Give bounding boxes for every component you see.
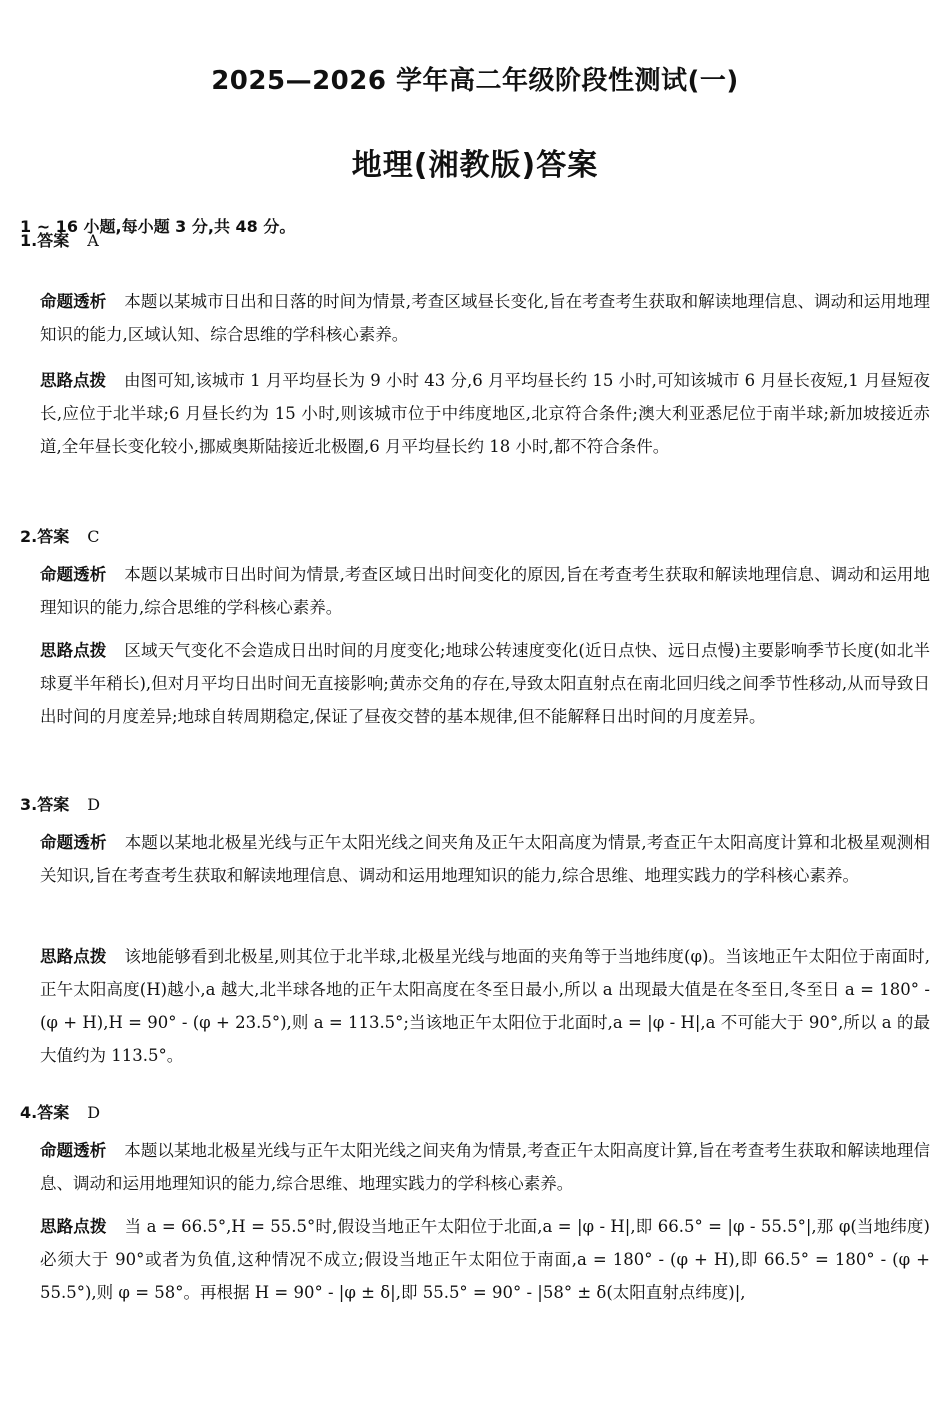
hint-label: 思路点拨 [40, 641, 107, 660]
hint-text: 区域天气变化不会造成日出时间的月度变化;地球公转速度变化(近日点快、远日点慢)主要影响季节长度(如北半球夏半年稍长),但对月平均日出时间无直接影响;黄赤交角的存在,导致太阳直射点在南北回归线之间季节性移动,从而导致日出时间的月度差异;地球自转周期稳定,保证了昼夜交替的基本规律,但不能解释日出时间的月度差异。 [40, 641, 931, 726]
question-number: 2. [20, 527, 38, 546]
question-2-header [20, 524, 99, 547]
answer-label: 答案 [37, 231, 70, 250]
hint-label: 思路点拨 [40, 371, 107, 390]
insight-text: 本题以某地北极星光线与正午太阳光线之间夹角为情景,考查正午太阳高度计算,旨在考查考生获取和解读地理信息、调动和运用地理知识的能力,综合思维、地理实践力的学科核心素养。 [40, 1141, 930, 1193]
answer-label: 答案 [37, 1103, 70, 1122]
insight-label: 命题透析 [40, 1141, 107, 1160]
hint-text: 当 a = 66.5°,H = 55.5°时,假设当地正午太阳位于北面,a = |φ - H|,即 66.5° = |φ - 55.5°|,那 φ(当地纬度)必须大于 90°或者为负值,这种情况不成立;假设当地正午太阳位于南面,a = 180° - (φ + H),即 66.5° = 180° - (φ + 55.5°),则 φ = 58°。再根据 H = 90° - |φ ± δ|,即 55.5° = 90° - |58° ± δ(太阳直射点纬度)|, [40, 1217, 930, 1302]
hint-label: 思路点拨 [40, 1217, 107, 1236]
question-number: 4. [20, 1103, 38, 1122]
question-1-hint [40, 364, 930, 463]
insight-label: 命题透析 [40, 565, 107, 584]
insight-label: 命题透析 [40, 833, 107, 852]
insight-label: 命题透析 [40, 292, 107, 311]
question-3-insight [40, 826, 930, 892]
hint-text: 由图可知,该城市 1 月平均昼长为 9 小时 43 分,6 月平均昼长约 15 小时,可知该城市 6 月昼长夜短,1 月昼短夜长,应位于北半球;6 月昼长约为 15 小时,则该城市位于中纬度地区,北京符合条件;澳大利亚悉尼位于南半球;新加坡接近赤道,全年昼长变化较小,挪威奥斯陆接近北极圈,6 月平均昼长约 18 小时,都不符合条件。 [40, 371, 930, 456]
insight-text: 本题以某城市日出和日落的时间为情景,考查区域昼长变化,旨在考查考生获取和解读地理信息、调动和运用地理知识的能力,区域认知、综合思维的学科核心素养。 [40, 292, 930, 344]
question-number: 1. [20, 231, 38, 250]
scoring-intro: 1 ~ 16 小题,每小题 3 分,共 48 分。 [20, 217, 296, 236]
question-3-header [20, 792, 100, 815]
answer-label: 答案 [37, 527, 70, 546]
hint-label: 思路点拨 [40, 947, 107, 966]
question-1-insight [40, 285, 930, 351]
insight-text: 本题以某城市日出时间为情景,考查区域日出时间变化的原因,旨在考查考生获取和解读地理信息、调动和运用地理知识的能力,综合思维的学科核心素养。 [40, 565, 930, 617]
answer-value: A [87, 231, 99, 250]
question-3-hint [40, 940, 930, 1072]
hint-text: 该地能够看到北极星,则其位于北半球,北极星光线与地面的夹角等于当地纬度(φ)。当该地正午太阳位于南面时,正午太阳高度(H)越小,a 越大,北半球各地的正午太阳高度在冬至日最小,所以 a 出现最大值是在冬至日,冬至日 a = 180° - (φ + H),H = 90° - (φ + 23.5°),则 a = 113.5°;当该地正午太阳位于北面时,a = |φ - H|,a 不可能大于 90°,所以 a 的最大值约为 113.5°。 [40, 947, 930, 1065]
question-2-insight [40, 558, 930, 624]
question-4-header [20, 1100, 100, 1123]
document-subtitle: 地理(湘教版)答案 [351, 148, 599, 183]
question-4-hint [40, 1210, 930, 1309]
question-4-insight [40, 1134, 930, 1200]
answer-label: 答案 [37, 795, 70, 814]
question-2-hint [40, 634, 930, 733]
question-1-header [20, 228, 99, 251]
question-number: 3. [20, 795, 38, 814]
answer-value: D [87, 795, 101, 814]
answer-value: C [87, 527, 100, 546]
insight-text: 本题以某地北极星光线与正午太阳光线之间夹角及正午太阳高度为情景,考查正午太阳高度计算和北极星观测相关知识,旨在考查考生获取和解读地理信息、调动和运用地理知识的能力,综合思维、地理实践力的学科核心素养。 [40, 833, 931, 885]
answer-value: D [87, 1103, 101, 1122]
document-title: 2025—2026 学年高二年级阶段性测试(一) [211, 66, 739, 96]
